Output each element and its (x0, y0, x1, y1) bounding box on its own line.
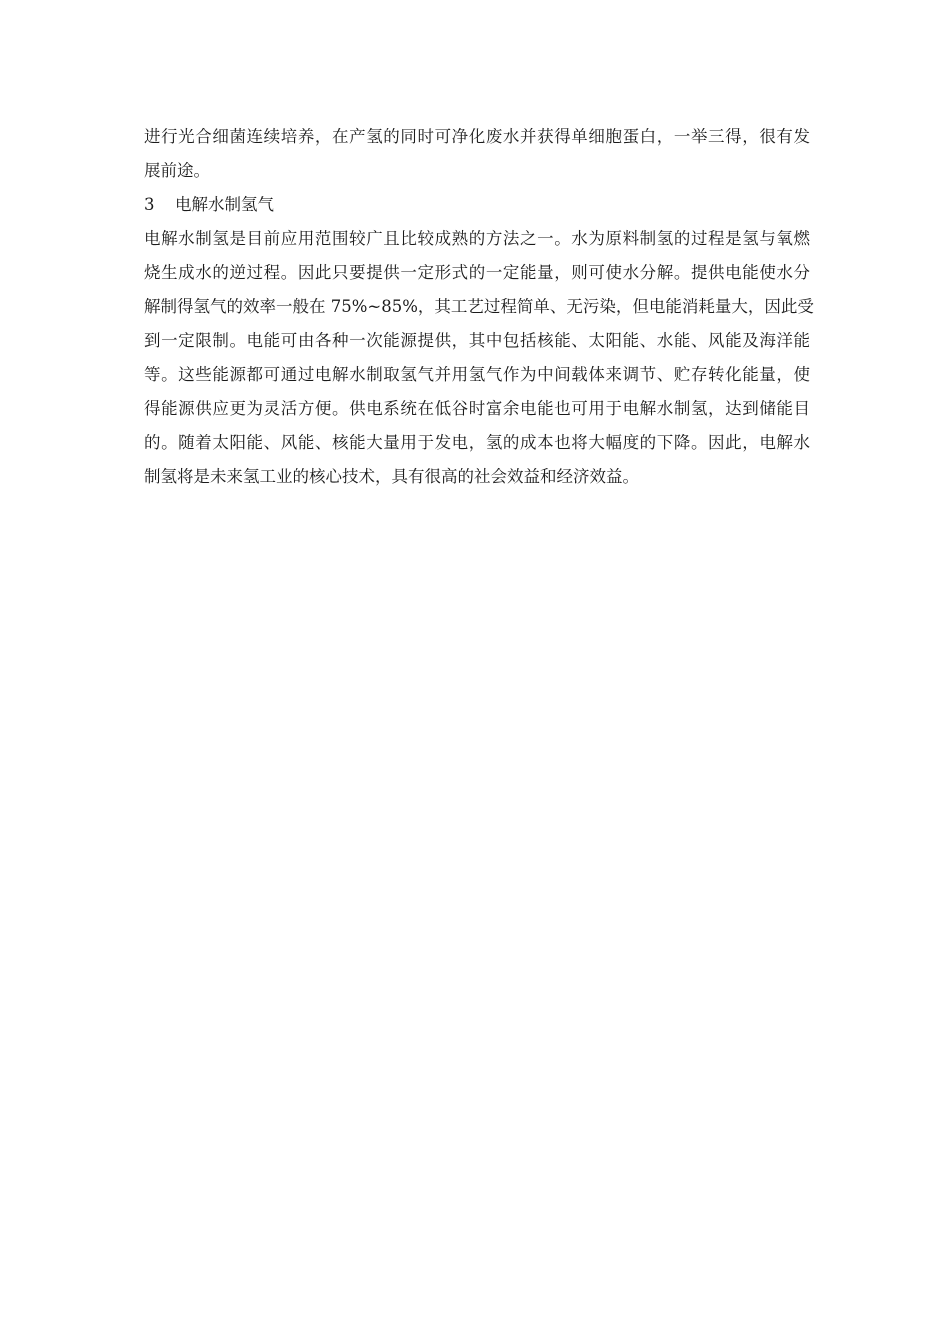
paragraph-line: 解制得氢气的效率一般在 75%~85%，其工艺过程简单、无污染，但电能消耗量大，因此受 (144, 297, 814, 316)
paragraph-line: 展前途。 (144, 161, 210, 180)
paragraph-line: 烧生成水的逆过程。因此只要提供一定形式的一定能量，则可使水分解。提供电能使水分 (144, 263, 810, 282)
document-body (144, 120, 814, 494)
section-title: 电解水制氢气 (175, 195, 274, 214)
paragraph-line: 到一定限制。电能可由各种一次能源提供，其中包括核能、太阳能、水能、风能及海洋能 (144, 331, 810, 350)
section-heading (144, 188, 810, 222)
paragraph-line: 的。随着太阳能、风能、核能大量用于发电，氢的成本也将大幅度的下降。因此，电解水 (144, 433, 810, 452)
paragraph-line: 得能源供应更为灵活方便。供电系统在低谷时富余电能也可用于电解水制氢，达到储能目 (144, 399, 810, 418)
paragraph-line: 制氢将是未来氢工业的核心技术，具有很高的社会效益和经济效益。 (144, 467, 639, 486)
paragraph-line: 进行光合细菌连续培养，在产氢的同时可净化废水并获得单细胞蛋白，一举三得，很有发 (144, 127, 810, 146)
section-number: 3 (144, 195, 155, 214)
paragraph-line: 电解水制氢是目前应用范围较广且比较成熟的方法之一。水为原料制氢的过程是氢与氧燃 (144, 229, 810, 248)
paragraph-line: 等。这些能源都可通过电解水制取氢气并用氢气作为中间载体来调节、贮存转化能量，使 (144, 365, 810, 384)
